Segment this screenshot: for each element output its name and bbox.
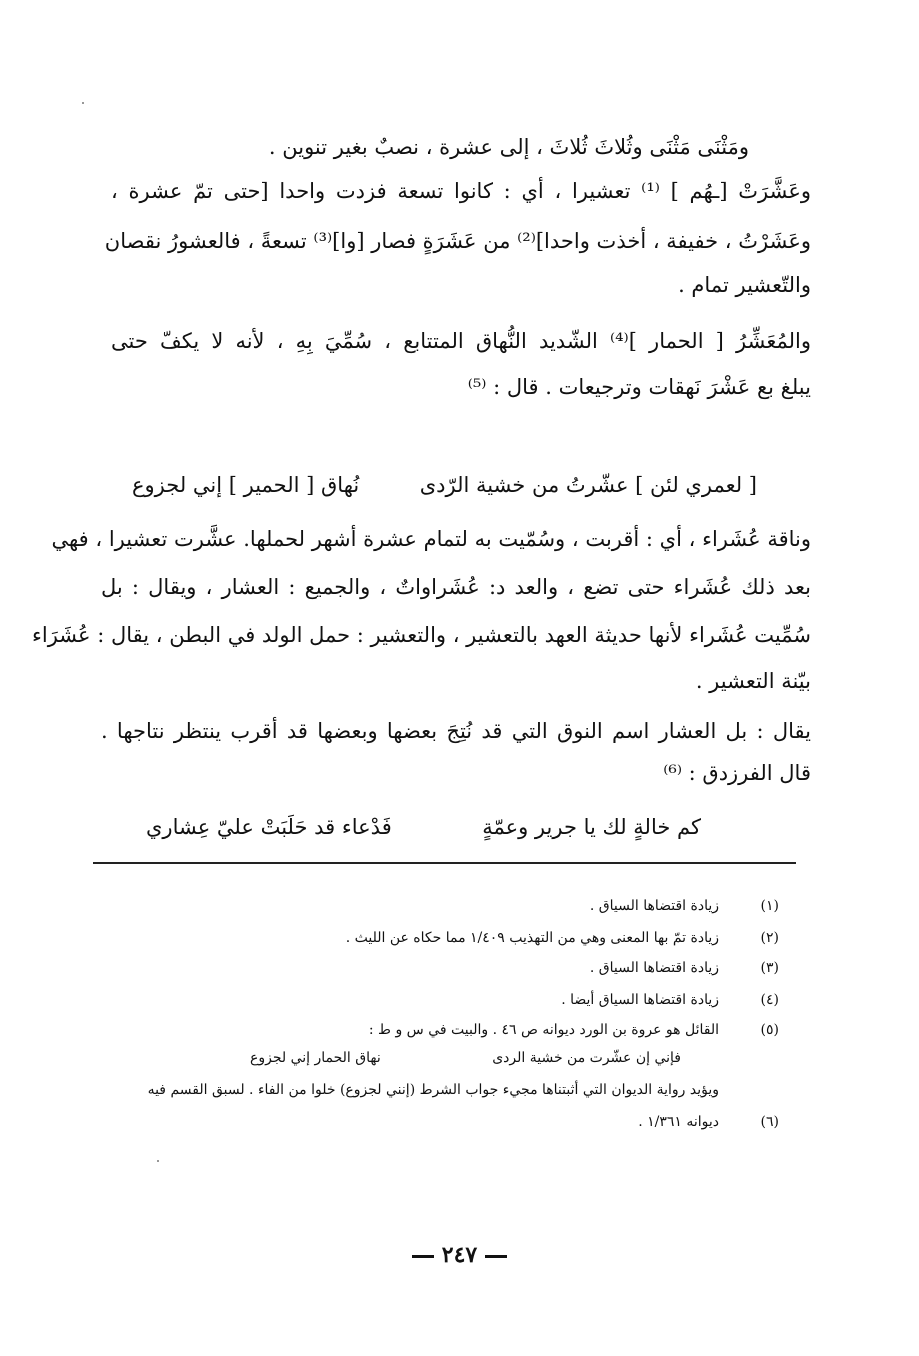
body-line-4: والتّعشير تمام .: [678, 273, 811, 297]
footnote-5-verse-hemistich-1: فإني إن عشّرت من خشية الردى: [492, 1050, 681, 1066]
verse-2-hemistich-1: كم خالةٍ لك يا جرير وعمّةٍ: [482, 815, 701, 839]
body-line-10: بيّنة التعشير .: [695, 669, 811, 693]
footnote-number: (٤): [760, 992, 779, 1008]
footnote-text: ديوانه ١/٣٦١ .: [638, 1114, 719, 1130]
body-line-9: سُمِّيت عُشَراء لأنها حديثة العهد بالتعشير ، والتعشير : حمل الولد في البطن ، يقال : عُشَرَاء: [32, 623, 811, 647]
footnote-5-verse-hemistich-2: نهاق الحمار إني لجزوع: [250, 1050, 381, 1066]
body-line-11: يقال : بل العشار اسم النوق التي قد نُتِجَ بعضها وبعضها قد أقرب ينتظر نتاجها .: [101, 719, 811, 743]
footnote-number: (٥): [760, 1022, 779, 1038]
footnote-number: (٢): [760, 930, 779, 946]
footnote-separator: [93, 862, 796, 864]
body-line-8: بعد ذلك عُشَراء حتى تضع ، والعد د: عُشَراواتٌ ، والجميع : العشار ، ويقال : بل: [101, 575, 811, 599]
footnote-text: زيادة تمّ بها المعنى وهي من التهذيب ١/٤٠٩ مما حكاه عن الليث .: [345, 930, 719, 946]
body-line-5: والمُعَشِّرُ [ الحمار ]⁽⁴⁾ الشّديد النُّهاق المتتابع ، سُمِّيَ بِهِ ، لأنه لا يكفّ حتى: [111, 329, 811, 353]
page-number: [0, 1240, 919, 1270]
scan-speck: [157, 1160, 159, 1162]
page-number-dash-left: [412, 1255, 434, 1258]
body-line-2: وعَشَّرَتْ [ـهُم ] ⁽¹⁾ تعشيرا ، أي : كانوا تسعة فزدت واحدا [حتى تمّ عشرة ،: [111, 179, 812, 203]
body-line-6: يبلغ بع عَشْرَ نَهقات وترجيعات . قال : ⁽⁵⁾: [467, 375, 811, 399]
scan-speck: [82, 102, 84, 104]
body-line-7: وناقة عُشَراء ، أي : أقربت ، وسُمّيت به لتمام عشرة أشهر لحملها. عشَّرت تعشيرا ، فهي: [51, 527, 811, 551]
body-line-12: قال الفرزدق : ⁽⁶⁾: [663, 761, 811, 785]
footnote-text: زيادة اقتضاها السياق .: [589, 960, 719, 976]
page-number-value: ٢٤٧: [441, 1242, 478, 1268]
page-number-dash-right: [485, 1255, 507, 1258]
body-line-3: وعَشَرْتُ ، خفيفة ، أخذت واحدا]⁽²⁾ من عَشَرَةٍ فصار [وا]⁽³⁾ تسعةً ، فالعشورُ نقصان: [104, 229, 811, 253]
footnote-text: زيادة اقتضاها السياق أيضا .: [561, 992, 719, 1008]
footnote-text: القائل هو عروة بن الورد ديوانه ص ٤٦ . والبيت في س و ط :: [368, 1022, 719, 1038]
footnote-number: (٦): [760, 1114, 779, 1130]
footnote-number: (١): [760, 898, 779, 914]
verse-2-hemistich-2: فَدْعاء قد حَلَبَتْ عليّ عِشاري: [146, 815, 392, 839]
verse-1-hemistich-2: نُهاق [ الحمير ] إني لجزوع: [132, 473, 360, 497]
verse-1-hemistich-1: [ لعمري لئن ] عشّرتُ من خشية الرّدى: [419, 473, 757, 497]
footnote-5-note: ويؤيد رواية الديوان التي أثبتناها مجيء جواب الشرط (إنني لجزوع) خلوا من الفاء . لسبق القسم فيه: [147, 1082, 719, 1098]
footnote-text: زيادة اقتضاها السياق .: [589, 898, 719, 914]
body-line-1: ومَثْنَى مَثْنَى وثُلاثَ ثُلاثَ ، إلى عشرة ، نصبٌ بغير تنوين .: [268, 135, 749, 159]
footnote-number: (٣): [760, 960, 779, 976]
